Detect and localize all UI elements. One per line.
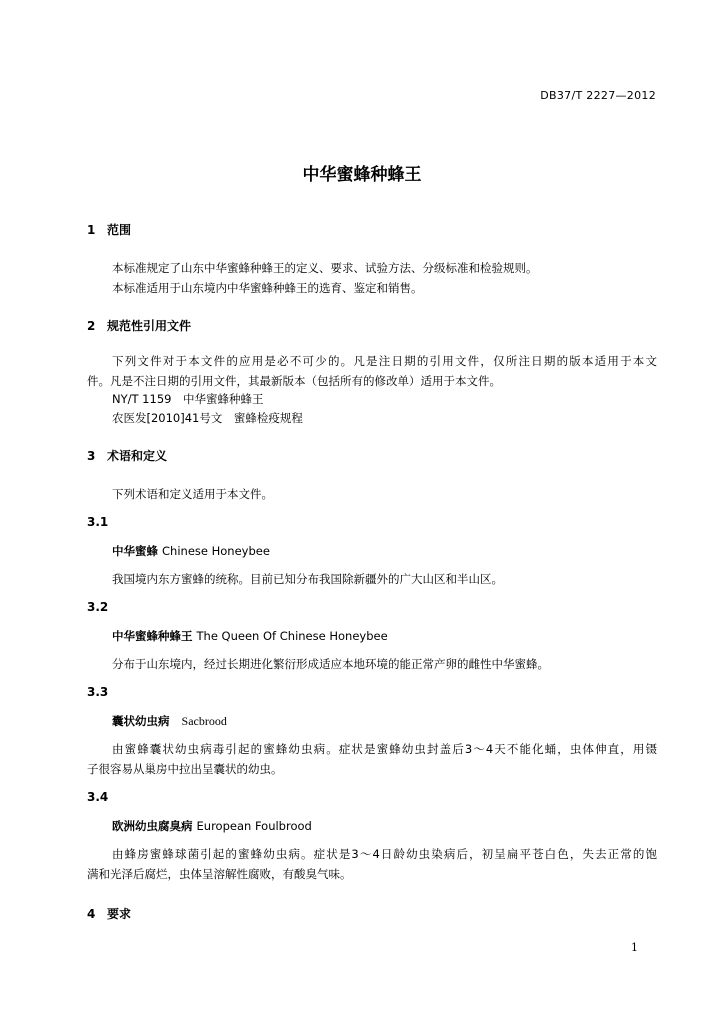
term-heading [112, 628, 388, 644]
term-definition: 我国境内东方蜜蜂的统称。目前已知分布我国除新疆外的广大山区和半山区。 [112, 572, 503, 586]
standard-code: DB37/T 2227—2012 [540, 89, 656, 102]
reference-item: NY/T 1159 中华蜜蜂种蜂王 [112, 392, 264, 406]
term-heading [112, 713, 227, 729]
term-zh: 欧洲幼虫腐臭病 [112, 819, 193, 833]
references-intro-line-2: 件。凡是不注日期的引用文件，其最新版本（包括所有的修改单）适用于本文件。 [87, 374, 501, 388]
term-en: Chinese Honeybee [162, 544, 270, 558]
section-title: 范围 [107, 223, 132, 237]
term-number: 3.2 [87, 600, 109, 614]
terms-intro: 下列术语和定义适用于本文件。 [112, 487, 273, 501]
page-number: 1 [631, 941, 638, 954]
reference-item: 农医发[2010]41号文 蜜蜂检疫规程 [112, 411, 303, 425]
section-number: 4 [87, 907, 96, 921]
term-en: European Foulbrood [196, 819, 312, 833]
term-zh: 中华蜜蜂 [112, 544, 158, 558]
section-3-heading [87, 447, 167, 464]
term-en: The Queen Of Chinese Honeybee [196, 629, 388, 643]
term-number: 3.1 [87, 515, 109, 529]
scope-paragraph-1: 本标准规定了山东中华蜜蜂种蜂王的定义、要求、试验方法、分级标准和检验规则。 [112, 261, 538, 275]
section-number: 1 [87, 223, 96, 237]
term-zh: 囊状幼虫病 [112, 714, 170, 728]
section-4-heading [87, 905, 131, 922]
section-title: 要求 [107, 907, 132, 921]
section-title: 规范性引用文件 [107, 319, 192, 333]
term-definition: 分布于山东境内，经过长期进化繁衍形成适应本地环境的能正常产卵的雌性中华蜜蜂。 [112, 657, 549, 671]
document-title: 中华蜜蜂种蜂王 [302, 165, 422, 185]
section-title: 术语和定义 [107, 449, 168, 463]
scope-paragraph-2: 本标准适用于山东境内中华蜜蜂种蜂王的选育、鉴定和销售。 [112, 281, 423, 295]
term-number: 3.3 [87, 685, 109, 699]
section-1-heading [87, 221, 131, 238]
term-definition-line-1: 由蜜蜂囊状幼虫病毒引起的蜜蜂幼虫病。症状是蜜蜂幼虫封盖后3～4天不能化蛹，虫体伸直，用镊 [112, 742, 657, 756]
section-number: 2 [87, 319, 96, 333]
term-number: 3.4 [87, 790, 109, 804]
term-heading [112, 818, 312, 834]
section-number: 3 [87, 449, 96, 463]
term-definition-line-2: 满和光泽后腐烂，虫体呈溶解性腐败，有酸臭气味。 [87, 867, 352, 881]
term-heading [112, 543, 270, 559]
references-intro-line-1: 下列文件对于本文件的应用是必不可少的。凡是注日期的引用文件，仅所注日期的版本适用于本文 [112, 354, 657, 368]
section-2-heading [87, 317, 191, 334]
term-definition-line-1: 由蜂房蜜蜂球菌引起的蜜蜂幼虫病。症状是3～4日龄幼虫染病后，初呈扁平苍白色，失去正常的饱 [112, 847, 657, 861]
term-en: Sacbrood [181, 714, 227, 728]
term-zh: 中华蜜蜂种蜂王 [112, 629, 193, 643]
term-definition-line-2: 子很容易从巢房中拉出呈囊状的幼虫。 [87, 762, 283, 776]
